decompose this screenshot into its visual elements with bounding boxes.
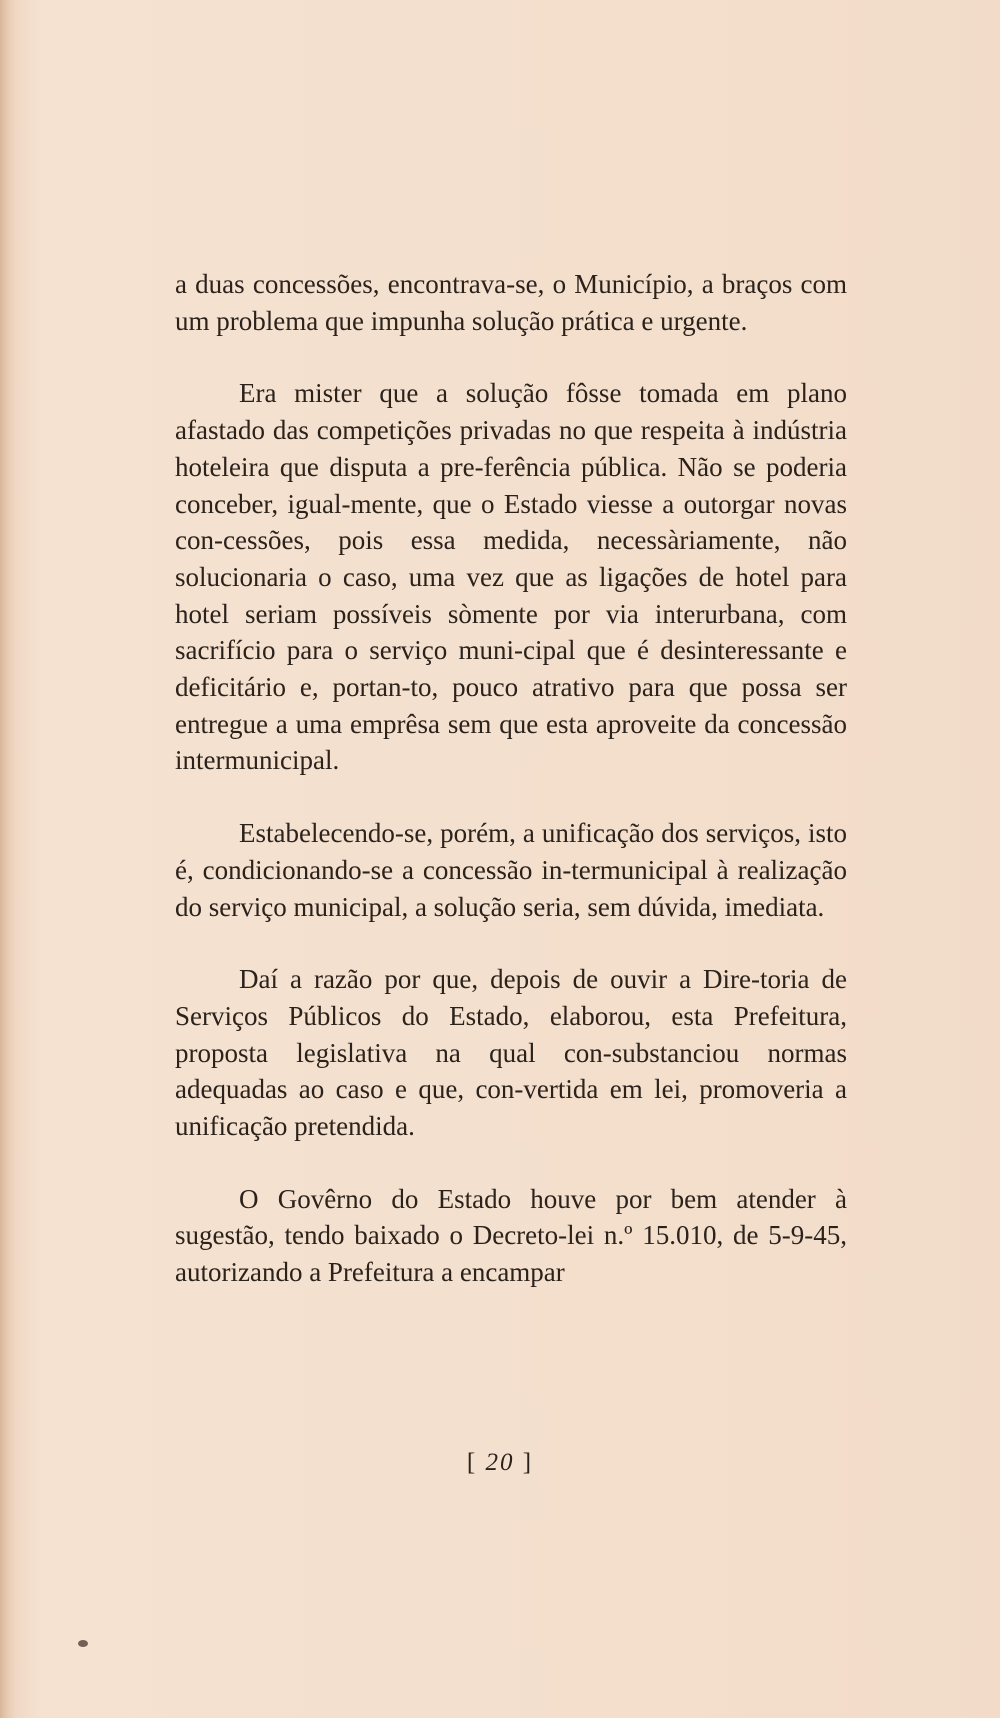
folio-close-bracket: ] <box>522 1449 534 1476</box>
ink-speck <box>78 1640 88 1647</box>
paragraph-1: a duas concessões, encontrava-se, o Município, a braços com um problema que impunha solução prática e urgente. <box>175 269 847 336</box>
page-number <box>0 1449 1000 1477</box>
body-text <box>175 266 847 1291</box>
paragraph-3: Estabelecendo-se, porém, a unificação dos serviços, isto é, condicionando-se a concessão in-termunicipal à realização do serviço municipal, a solução seria, sem dúvida, imediata. <box>175 818 847 922</box>
paragraph-2: Era mister que a solução fôsse tomada em plano afastado das competições privadas no que respeita à indústria hoteleira que disputa a pre-ferência pública. Não se poderia conceber, igual-mente, que o Estado viesse a outorgar novas con-cessões, pois essa medida, necessàriamente, não solucionaria o caso, uma vez que as ligações de hotel para hotel seriam possíveis sòmente por via interurbana, com sacrifício para o serviço muni-cipal que é desinteressante e deficitário e, portan-to, pouco atrativo para que possa ser entregue a uma emprêsa sem que esta aproveite da concessão intermunicipal. <box>175 378 847 776</box>
folio-number: 20 <box>485 1449 515 1476</box>
folio-open-bracket: [ <box>466 1449 478 1476</box>
paragraph-5: O Govêrno do Estado houve por bem atender à sugestão, tendo baixado o Decreto-lei n.º 15.010, de 5-9-45, autorizando a Prefeitura a encampar <box>175 1183 847 1288</box>
paragraph-4: Daí a razão por que, depois de ouvir a Dire-toria de Serviços Públicos do Estado, elaborou, esta Prefeitura, proposta legislativa na qual con-substanciou normas adequadas ao caso e que, con-vertida em lei, promoveria a unificação pretendida. <box>175 964 847 1142</box>
